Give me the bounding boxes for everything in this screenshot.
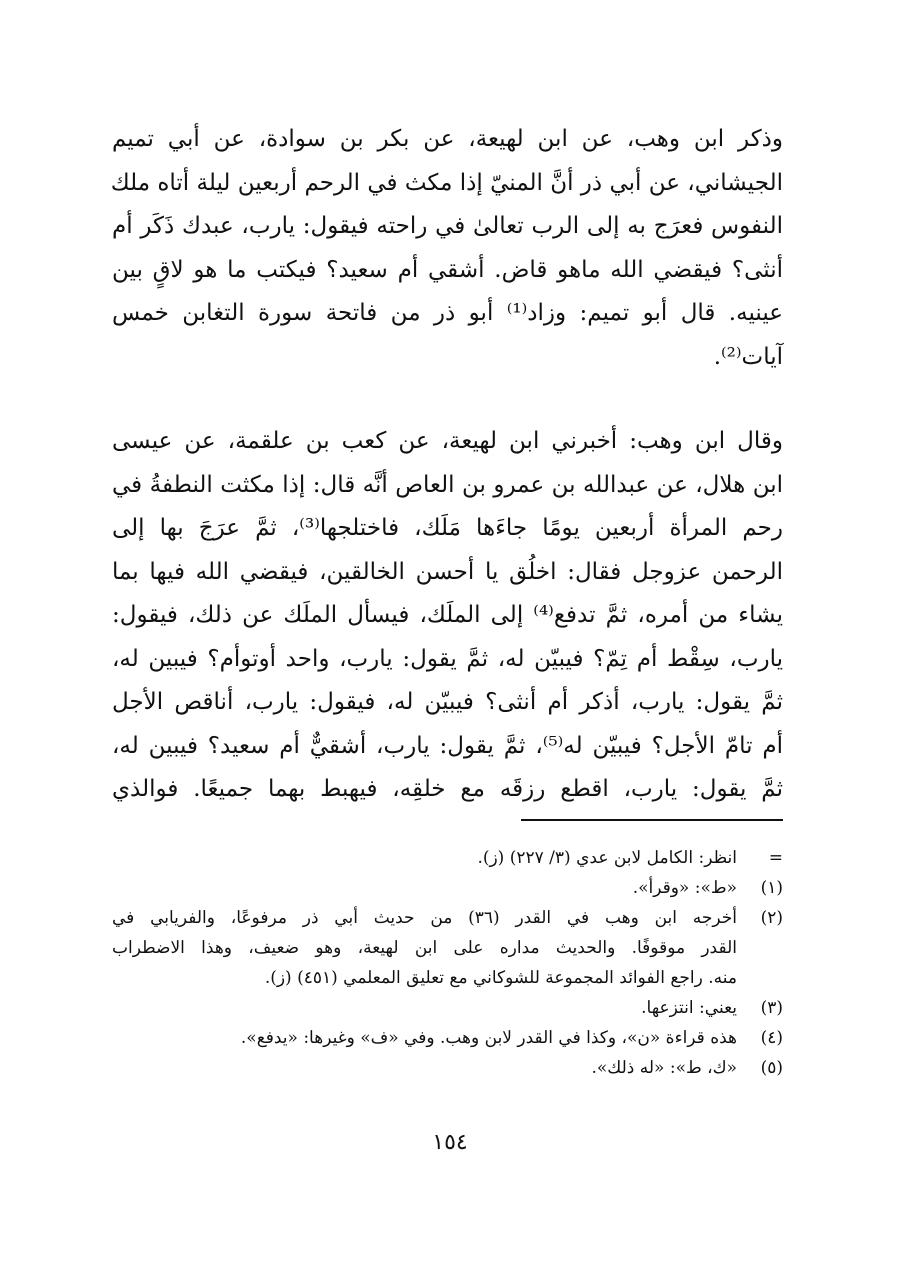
footnote-text [112,1053,737,1083]
text-line: ثمَّ يقول: يارب، اقطع رزقَه مع خلقِه، فيهبط بهما جميعًا. فوالذي [112,776,783,802]
footnote-text [112,873,737,903]
text-line: ابن هلال، عن عبدالله بن عمرو بن العاص أنَّه قال: إذا مكثت النطفةُ في [112,471,783,498]
footnote-text [112,993,737,1023]
footnote-divider [521,819,783,821]
footnote-marker: = [768,848,783,868]
footnote-text [112,903,737,993]
footnote-text [112,1023,737,1053]
footnote-2 [112,903,783,993]
text-line: الرحمن عزوجل فقال: اخلُق يا أحسن الخالقين، فيقضي الله فيها بما [112,558,783,585]
text-line: رحم المرأة أربعين يومًا جاءَها مَلَك، فاختلجها⁽³⁾، ثمَّ عرَجَ بها إلى [112,515,783,541]
footnote-marker: (٥) [760,1058,783,1078]
paragraph-2 [112,420,783,812]
footnote-continuation [112,843,783,873]
text-line: أم تامّ الأجل؟ فيبيّن له⁽⁵⁾، ثمَّ يقول: يارب، أشقيٌّ أم سعيد؟ فيبين له، [112,732,783,759]
footnote-text [112,843,737,873]
text-line: عينيه. قال أبو تميم: وزاد⁽¹⁾ أبو ذر من فاتحة سورة التغابن خمس [112,300,783,326]
text-line: النفوس فعرَج به إلى الرب تعالىٰ في راحته فيقول: يارب، عبدك ذَكَر أم [112,213,783,239]
footnote-line: هذه قراءة «ن»، وكذا في القدر لابن وهب. وفي «ف» وغيرها: «يدفع». [240,1028,737,1048]
footnote-marker: (٤) [760,1028,783,1048]
text-line: يارب، سِقْط أم تِمّ؟ فيبيّن له، ثمَّ يقول: يارب، واحد أوتوأم؟ فيبين له، [112,645,783,672]
footnotes [112,843,783,1083]
text-line: آيات⁽²⁾. [713,343,783,370]
text-line: ثمَّ يقول: يارب، أذكر أم أنثى؟ فيبيّن له، فيقول: يارب، أناقص الأجل [112,689,783,715]
footnote-3 [112,993,783,1023]
footnote-marker: (١) [760,878,783,898]
footnote-line: أخرجه ابن وهب في القدر (٣٦) من حديث أبي ذر مرفوعًا، والفريابي في [112,908,737,928]
text-line: يشاء من أمره، ثمَّ تدفع⁽⁴⁾ إلى الملَك، فيسأل الملَك عن ذلك، فيقول: [112,602,783,628]
footnote-4 [112,1023,783,1053]
footnote-line: القدر موقوفًا. والحديث مداره على ابن لهيعة، وهو ضعيف، وهذا الاضطراب [112,938,737,958]
footnote-line: انظر: الكامل لابن عدي (٣/ ٢٢٧) (ز). [477,848,737,868]
footnote-line: «ط»: «وقرأ». [632,878,737,898]
text-line: الجيشاني، عن أبي ذر أنَّ المنيّ إذا مكث في الرحم أربعين ليلة أتاه ملك [110,169,783,196]
text-line: أنثى؟ فيقضي الله ماهو قاض. أشقي أم سعيد؟ فيكتب ما هو لاقٍ بين [112,256,783,283]
footnote-marker: (٢) [760,908,783,928]
footnote-line: منه. راجع الفوائد المجموعة للشوكاني مع تعليق المعلمي (٤٥١) (ز). [264,968,737,988]
footnote-5 [112,1053,783,1083]
text-line: وقال ابن وهب: أخبرني ابن لهيعة، عن كعب بن علقمة، عن عيسى [112,428,783,454]
paragraph-1 [112,118,783,379]
page-number: ١٥٤ [432,1130,468,1155]
footnote-line: يعني: انتزعها. [641,998,737,1018]
footnote-1 [112,873,783,903]
footnote-line: «ك، ط»: «له ذلك». [591,1058,737,1078]
text-line: وذكر ابن وهب، عن ابن لهيعة، عن بكر بن سوادة، عن أبي تميم [112,126,783,152]
footnote-marker: (٣) [760,998,783,1018]
